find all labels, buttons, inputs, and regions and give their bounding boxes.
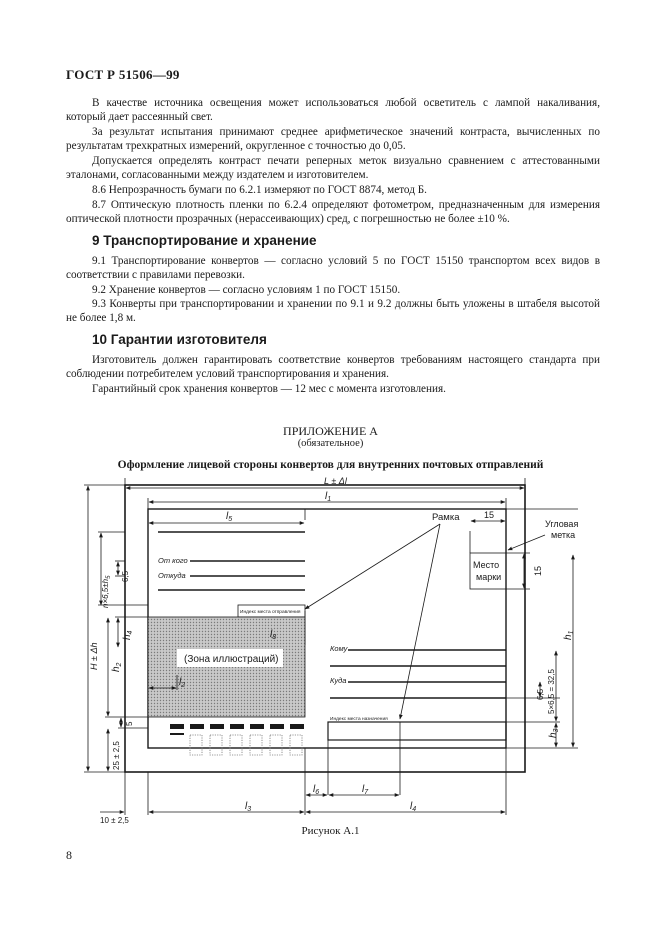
paragraph-9-3: 9.3 Конверты при транспортировании и хранении по 9.1 и 9.2 должны быть уложены в штабеля высотой не более 1,8 м. bbox=[66, 298, 600, 325]
figure-title: Оформление лицевой стороны конвертов для внутренних почтовых отправлений bbox=[117, 459, 544, 471]
paragraph-9-2: 9.2 Хранение конвертов — согласно условиям 1 по ГОСТ 15150. bbox=[92, 284, 401, 296]
label-l3: $l_3$ bbox=[245, 801, 252, 813]
label-5x6-5: 5×6,5 = 32,5 bbox=[547, 669, 556, 714]
stamp-place-box bbox=[470, 553, 506, 589]
paragraph-visual-contrast: Допускается определять контраст печати реперных меток визуально сравнением с аттестованными эталонами, согласованными между издателем и изготовителем. bbox=[66, 155, 600, 182]
label-stamp-2: марки bbox=[476, 572, 502, 582]
label-l6: $l_6$ bbox=[313, 784, 320, 796]
label-l8: $l_8$ bbox=[270, 629, 277, 641]
destination-index-box bbox=[328, 722, 506, 740]
postcode-boxes bbox=[190, 735, 302, 755]
label-5: 5 bbox=[125, 721, 134, 726]
index-destination-label: Индекс места назначения bbox=[330, 717, 388, 722]
document-header: ГОСТ Р 51506—99 bbox=[66, 67, 180, 82]
paragraph-10-1: Изготовитель должен гарантировать соответствие конвертов требованиям настоящего стандарта при соблюдении потребителем условий транспортирования и хранения. bbox=[66, 354, 600, 381]
label-h1: $h_1$ bbox=[563, 630, 575, 640]
label-h4: $h_4$ bbox=[122, 630, 134, 640]
section-10-title: 10 Гарантии изготовителя bbox=[92, 332, 267, 347]
reference-marks bbox=[170, 724, 304, 735]
field-to: Кому bbox=[330, 644, 348, 653]
label-H: H ± Δh bbox=[89, 642, 99, 670]
field-where-to: Куда bbox=[330, 676, 347, 685]
label-l7: $l_7$ bbox=[362, 784, 369, 796]
label-stamp-1: Место bbox=[473, 560, 500, 570]
paragraph-8-6: 8.6 Непрозрачность бумаги по 6.2.1 измеряют по ГОСТ 8874, метод Б. bbox=[92, 184, 427, 196]
paragraph-9-1: 9.1 Транспортирование конвертов — согласно условий 5 по ГОСТ 15150 транспортом всех видов в соответствии с правилами перевозки. bbox=[66, 255, 600, 282]
section-9-title: 9 Транспортирование и хранение bbox=[92, 233, 317, 248]
label-ramka: Рамка bbox=[432, 512, 460, 523]
index-sender-label: Индекс места отправления bbox=[240, 610, 301, 615]
field-from: От кого bbox=[158, 556, 188, 565]
label-l5: $l_5$ bbox=[226, 511, 233, 523]
label-h3: $h_3$ bbox=[548, 728, 560, 738]
paragraph-light-source: В качестве источника освещения может использоваться любой осветитель с лампой накаливания, который дает рассеянный свет. bbox=[66, 97, 600, 124]
label-15-side: 15 bbox=[533, 565, 543, 576]
paragraph-test-result: За результат испытания принимают среднее арифметическое значений контраста, вычисленных по результатам трехкратных измерений, округленное с точностью до 0,05. bbox=[66, 126, 600, 153]
label-h2: $h_2$ bbox=[111, 662, 123, 672]
label-l1: $l_1$ bbox=[325, 491, 332, 503]
label-L: L ± Δl bbox=[324, 476, 347, 486]
appendix-title: ПРИЛОЖЕНИЕ А bbox=[283, 424, 378, 438]
paragraph-10-2: Гарантийный срок хранения конвертов — 12 мес с момента изготовления. bbox=[92, 383, 446, 395]
label-illustration-zone: (Зона иллюстраций) bbox=[184, 654, 279, 665]
label-l2: $l_2$ bbox=[179, 677, 186, 689]
appendix-status: (обязательное) bbox=[297, 438, 364, 449]
page-number: 8 bbox=[66, 848, 72, 862]
label-10: 10 ± 2,5 bbox=[100, 816, 129, 825]
paragraph-8-7: 8.7 Оптическую плотность пленки по 6.2.4 определяют фотометром, предназначенным для измерения оптической плотности прозрачных (нерассеивающих) сред, с погрешностью не более ±10 %. bbox=[66, 199, 600, 226]
figure-caption: Рисунок А.1 bbox=[301, 825, 360, 837]
label-15-top: 15 bbox=[484, 510, 495, 520]
field-where-from: Откуда bbox=[158, 571, 186, 580]
label-6-5-right: 6,5 bbox=[536, 688, 545, 700]
label-n65: $n\times 6,5\pm h_5$ bbox=[101, 575, 112, 608]
label-6-5-left: 6,5 bbox=[121, 570, 130, 582]
label-corner-mark-1: Угловая bbox=[545, 519, 579, 529]
label-25: 25 ± 2,5 bbox=[112, 741, 121, 770]
label-corner-mark-2: метка bbox=[551, 530, 576, 540]
label-l4: $l_4$ bbox=[410, 801, 417, 813]
